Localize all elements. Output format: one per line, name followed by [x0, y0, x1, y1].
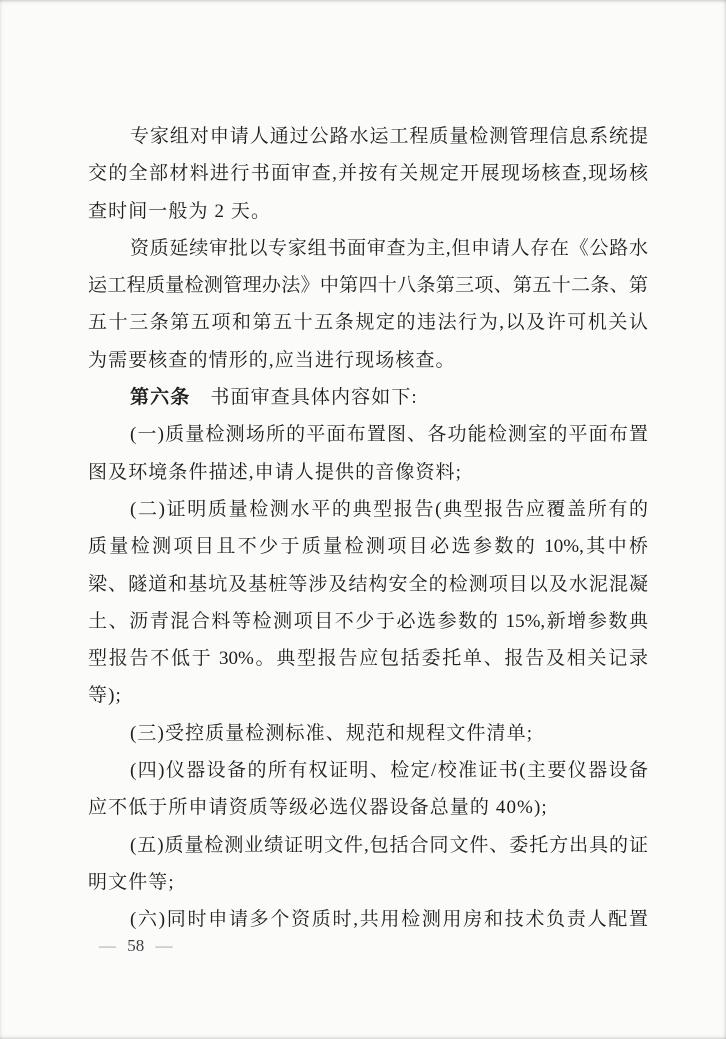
text-line: (二)证明质量检测水平的典型报告(典型报告应覆盖所有的	[130, 498, 648, 520]
text-line: (一)质量检测场所的平面布置图、各功能检测室的平面布置	[130, 424, 648, 446]
text-line: 交的全部材料进行书面审查,并按有关规定开展现场核查,现场核	[88, 163, 648, 185]
text-line: 土、沥青混合料等检测项目不少于必选参数的 15%,新增参数典	[88, 610, 648, 632]
text-line: 资质延续审批以专家组书面审查为主,但申请人存在《公路水	[130, 237, 648, 259]
text-line: 等);	[88, 685, 122, 707]
text-line: 第六条 书面审查具体内容如下:	[130, 387, 418, 409]
text-line: 图及环境条件描述,申请人提供的音像资料;	[88, 461, 463, 483]
text-line: 型报告不低于 30%。典型报告应包括委托单、报告及相关记录	[88, 648, 648, 670]
text-line: 运工程质量检测管理办法》中第四十八条第三项、第五十二条、第	[88, 275, 648, 297]
document-body	[88, 118, 648, 939]
footer-dash-right: —	[155, 936, 173, 955]
page-number: 58	[127, 936, 145, 955]
text-line: 五十三条第五项和第五十五条规定的违法行为,以及许可机关认	[88, 312, 648, 334]
text-line: (六)同时申请多个资质时,共用检测用房和技术负责人配置	[130, 909, 648, 931]
text-line: (四)仪器设备的所有权证明、检定/校准证书(主要仪器设备	[130, 760, 648, 782]
text-line: (三)受控质量检测标准、规范和规程文件清单;	[130, 722, 534, 744]
footer-dash-left: —	[99, 936, 116, 955]
text-line: 明文件等;	[88, 871, 175, 893]
text-line: 应不低于所申请资质等级必选仪器设备总量的 40%);	[88, 797, 548, 819]
text-line: (五)质量检测业绩证明文件,包括合同文件、委托方出具的证	[130, 834, 648, 856]
article-number-bold: 第六条	[130, 387, 191, 409]
text-line: 专家组对申请人通过公路水运工程质量检测管理信息系统提	[130, 126, 648, 147]
text-line: 梁、隧道和基坑及基桩等涉及结构安全的检测项目以及水泥混凝	[88, 573, 648, 595]
text-line: 为需要核查的情形的,应当进行现场核查。	[88, 349, 456, 371]
text-line: 质量检测项目且不少于质量检测项目必选参数的 10%,其中桥	[88, 536, 648, 558]
text-line: 查时间一般为 2 天。	[88, 200, 272, 222]
page-footer	[99, 933, 173, 959]
